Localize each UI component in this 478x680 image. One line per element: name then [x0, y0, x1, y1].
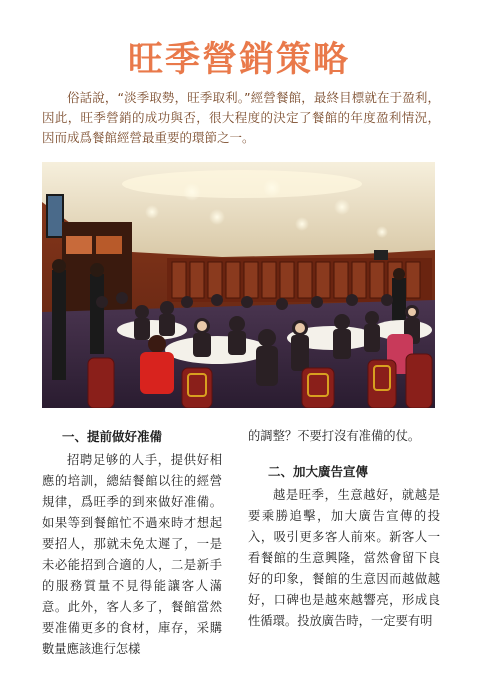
section-paragraph-advertising: 越是旺季，生意越好，就越是要乘勝追擊，加大廣告宣傳的投入，吸引更多客人前來。新客人一看餐館的生意興隆，當然會留下良好的印象，餐館的生意因而越做越好，口碑也是越來越響亮，形成良性循環。投放廣告時，一定要有明 [248, 488, 440, 628]
restaurant-photo [42, 162, 435, 408]
section-heading-preparation: 一、提前做好准備 [62, 429, 163, 444]
intro-paragraph [42, 88, 440, 148]
section-heading-advertising: 二、加大廣告宣傳 [268, 464, 369, 479]
section-paragraph-continuation: 的調整？不要打沒有准備的仗。 [248, 429, 421, 443]
column-right [248, 426, 440, 632]
section-paragraph-preparation: 招聘足够的人手，提供好相應的培訓，總結餐館以往的經營規律，爲旺季的到來做好准備。如果等到餐館忙不過來時才想起要招人，那就未免太遲了，一是未必能招到合適的人，二是新手的服務質量不見得能讓客人滿意。此外，客人多了，餐館當然要准備更多的食材，庫存，采購數量應該進行怎樣 [42, 453, 222, 656]
page-title: 旺季營銷策略 [127, 40, 350, 80]
column-left [42, 426, 222, 660]
intro-text: 俗話說，“淡季取勢，旺季取利。”經營餐館，最終目標就在于盈利，因此，旺季營銷的成功與否，很大程度的決定了餐館的年度盈利情況，因而成爲餐館經營最重要的環節之一。 [42, 90, 440, 145]
